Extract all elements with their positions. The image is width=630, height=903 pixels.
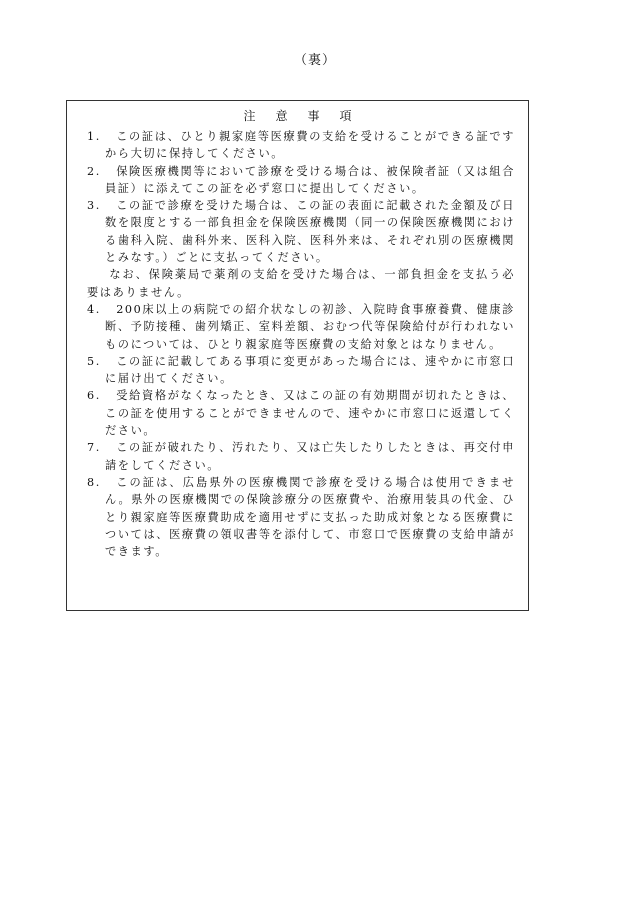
notice-item-note: なお、保険薬局で薬剤の支給を受けた場合は、一部負担金を支払う必要はありません。 <box>87 268 515 299</box>
notice-item-number: 5. <box>87 354 101 368</box>
notice-item <box>87 301 515 353</box>
notice-list <box>87 128 515 560</box>
notice-item-text: この証で診療を受けた場合は、この証の表面に記載された金額及び日数を限度とする一部負担金を保険医療機関（同一の保険医療機関における歯科入院、歯科外来、医科入院、医科外来は、それぞれ別の医療機関とみなす。）ごとに支払ってください。 <box>105 199 515 265</box>
notice-item-number: 1. <box>87 130 101 143</box>
notice-item <box>87 197 515 266</box>
notice-item <box>87 439 515 474</box>
notice-item-number: 7. <box>87 441 101 455</box>
notice-item-text: この証は、ひとり親家庭等医療費の支給を受けることができる証ですから大切に保持してください。 <box>105 130 515 161</box>
notice-item-text: 保険医療機関等において診療を受ける場合は、被保険者証（又は組合員証）に添えてこの証を必ず窓口に提出してください。 <box>105 164 515 195</box>
notice-item-number: 3. <box>87 199 101 213</box>
notice-item-text: 受給資格がなくなったとき、又はこの証の有効期間が切れたときは、この証を使用することができませんので、速やかに市窓口に返還してください。 <box>105 389 515 438</box>
notice-item-number: 6. <box>87 389 101 403</box>
page-side-label: （裏） <box>293 53 336 68</box>
notice-item-text: この証は、広島県外の医療機関で診療を受ける場合は使用できません。県外の医療機関での保険診療分の医療費や、治療用装具の代金、ひとり親家庭等医療費助成を適用せずに支払った助成対象となる医療費については、医療費の領収書等を添付して、市窓口で医療費の支給申請ができます。 <box>105 475 515 559</box>
notice-item <box>87 387 515 439</box>
notice-item-text: この証に記載してある事項に変更があった場合には、速やかに市窓口に届け出てください。 <box>105 354 515 386</box>
notice-item <box>87 128 515 163</box>
notice-box <box>66 100 529 611</box>
notice-item <box>87 474 515 560</box>
notice-item <box>87 353 515 388</box>
notice-item-number: 4. <box>87 302 101 316</box>
notice-item-number: 8. <box>87 475 101 489</box>
notice-title: 注意事項 <box>243 109 372 123</box>
notice-item <box>87 163 515 198</box>
notice-item-text: 200床以上の病院での紹介状なしの初診、入院時食事療養費、健康診断、予防接種、歯列矯正、室料差額、おむつ代等保険給付が行われないものについては、ひとり親家庭等医療費の支給対象とはなりません。 <box>105 302 515 351</box>
notice-item-number: 2. <box>87 164 101 178</box>
notice-item-text: この証が破れたり、汚れたり、又は亡失したりしたときは、再交付申請をしてください。 <box>105 441 515 472</box>
